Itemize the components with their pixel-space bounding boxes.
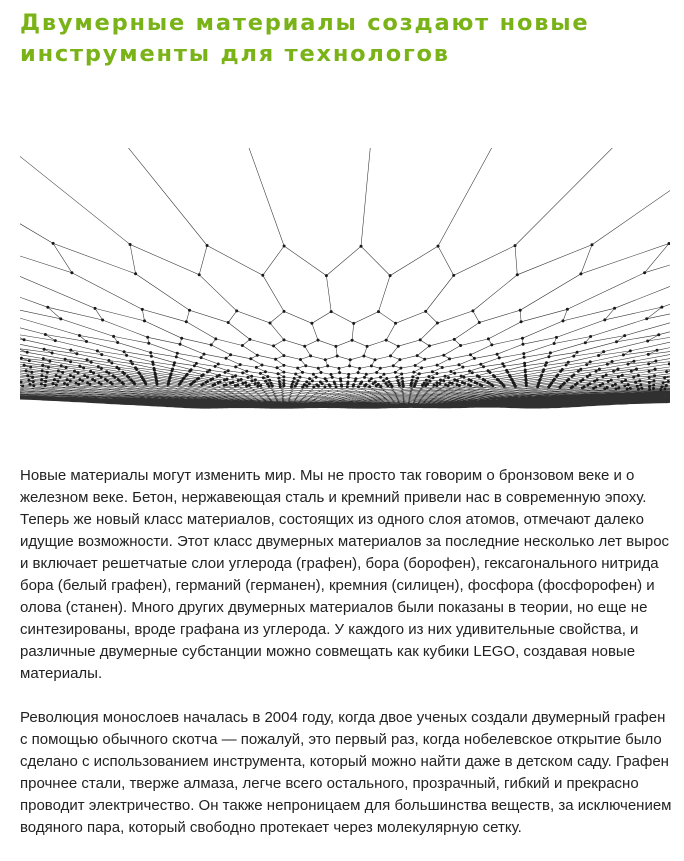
lattice-mesh [20, 148, 670, 408]
graphene-lattice-image [20, 148, 670, 410]
article-body [20, 465, 672, 861]
article-paragraph-1: Новые материалы могут изменить мир. Мы не просто так говорим о бронзовом веке и о железном веке. Бетон, нержавеющая сталь и кремний привели нас в современную эпоху. Теперь же новый класс материалов, состоящих из одного слоя атомов, отмечают далеко идущие возможности. Этот класс двумерных материалов за последние несколько лет вырос и включает решетчатые слои углерода (графен), бора (борофен), гексагонального нитрида бора (белый графен), германий (германен), кремния (силицен), фосфора (фосфорофен) и олова (станен). Много других двумерных материалов были показаны в теории, но еще не синтезированы, вроде графана из углерода. У каждого из них удивительные свойства, и различные двумерные субстанции можно совмещать как кубики LEGO, создавая новые материалы. [20, 467, 670, 682]
graphene-lattice-icon [20, 148, 670, 410]
article-paragraph-2: Революция монослоев началась в 2004 году, когда двое ученых создали двумерный графен с помощью обычного скотча — пожалуй, это первый раз, когда нобелевское открытие было сделано с использованием инструмента, который можно найти даже в детском саду. Графен прочнее стали, тверже алмаза, легче всего остального, прозрачный, гибкий и прекрасно проводит электричество. Он также непроницаем для большинства веществ, за исключением водяного пара, который свободно протекает через молекулярную сетку. [20, 709, 672, 836]
article-title: Двумерные материалы создают новые инструменты для технологов [20, 10, 590, 67]
